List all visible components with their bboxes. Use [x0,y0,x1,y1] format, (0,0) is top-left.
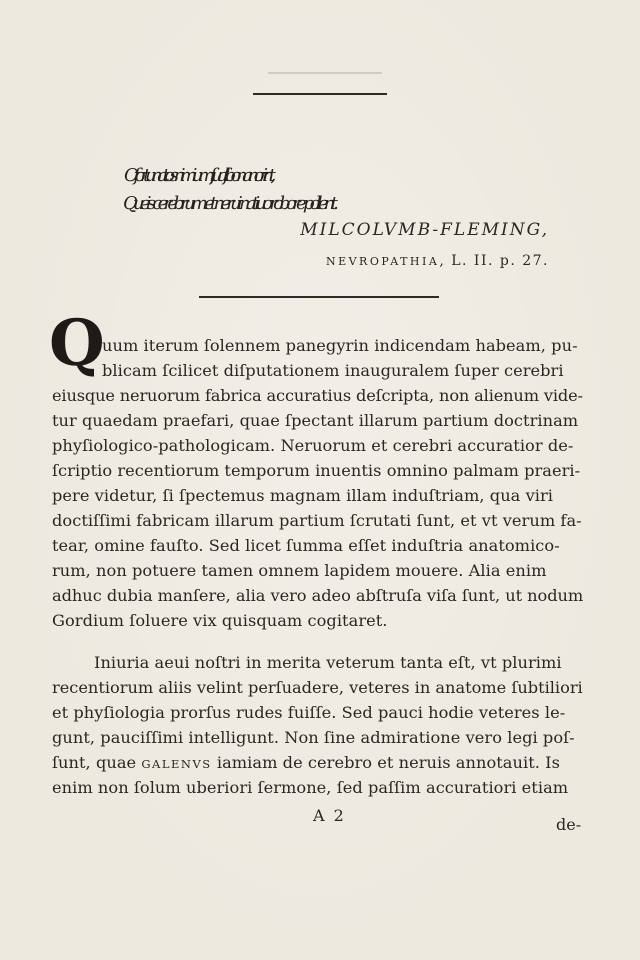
drop-cap: Q [49,306,105,381]
epigraph-line-2: Queis cerebrum et nerui natiuo robore pollent. [123,193,335,214]
body-text: ſunt, quae [52,753,142,772]
body-line: tur quaedam praefari, quae ſpectant illarum partium doctrinam [52,411,579,430]
signature-mark: A 2 [313,806,346,825]
body-line: phyſiologico-pathologicam. Neruorum et cerebri accuratior de- [52,436,574,455]
source-reference: , L. II. p. 27. [439,253,549,269]
body-line [52,753,560,772]
epigraph-line-1: O fortunatos nimium, ſua ſi bona norint, [124,165,271,186]
body-line: gunt, pauciſſimi intelligunt. Non ſine admiratione vero legi poſ- [52,728,575,747]
body-line: adhuc dubia manſere, alia vero adeo abſtruſa viſa ſunt, ut nodum [52,586,584,605]
body-line: tear, omine fauſto. Sed licet ſumma eſſet induſtria anatomico- [52,536,560,555]
body-line: doctiſſimi fabricam illarum partium ſcrutati ſunt, et vt verum fa- [52,511,582,530]
epigraph-author: MILCOLVMB-FLEMING, [300,220,549,240]
body-line: uum iterum ſolennem panegyrin indicendam habeam, pu- [102,336,578,355]
body-line: blicam ſcilicet diſputationem inauguralem ſuper cerebri [102,361,564,380]
body-line: recentiorum aliis velint perſuadere, veteres in anatome ſubtiliori [52,678,583,697]
header-rule [253,93,387,95]
catchword: de- [556,815,582,834]
show-through-rule [268,72,382,74]
body-line: enim non ſolum uberiori ſermone, ſed paſſim accuratiori etiam [52,778,569,797]
body-line: pere videtur, ſi ſpectemus magnam illam induſtriam, qua viri [52,486,554,505]
author-name: GALENVS [141,757,212,771]
body-line: et phyſiologia prorſus rudes fuiſſe. Sed pauci hodie veteres le- [52,703,566,722]
source-work: NEVROPATHIA [325,255,440,268]
body-line: Gordium ſoluere vix quisquam cogitaret. [52,611,388,630]
body-line: eiusque neruorum fabrica accuratius deſcripta, non alienum vide- [52,386,583,405]
body-line: ſcriptio recentiorum temporum inuentis omnino palmam praeri- [52,461,581,480]
body-line: rum, non potuere tamen omnem lapidem mouere. Alia enim [52,561,547,580]
body-text: iamiam de cerebro et neruis annotauit. Is [211,753,560,772]
section-rule [199,296,439,298]
body-line: Iniuria aeui noſtri in merita veterum tanta eſt, vt plurimi [94,653,562,672]
epigraph-source [262,253,549,269]
